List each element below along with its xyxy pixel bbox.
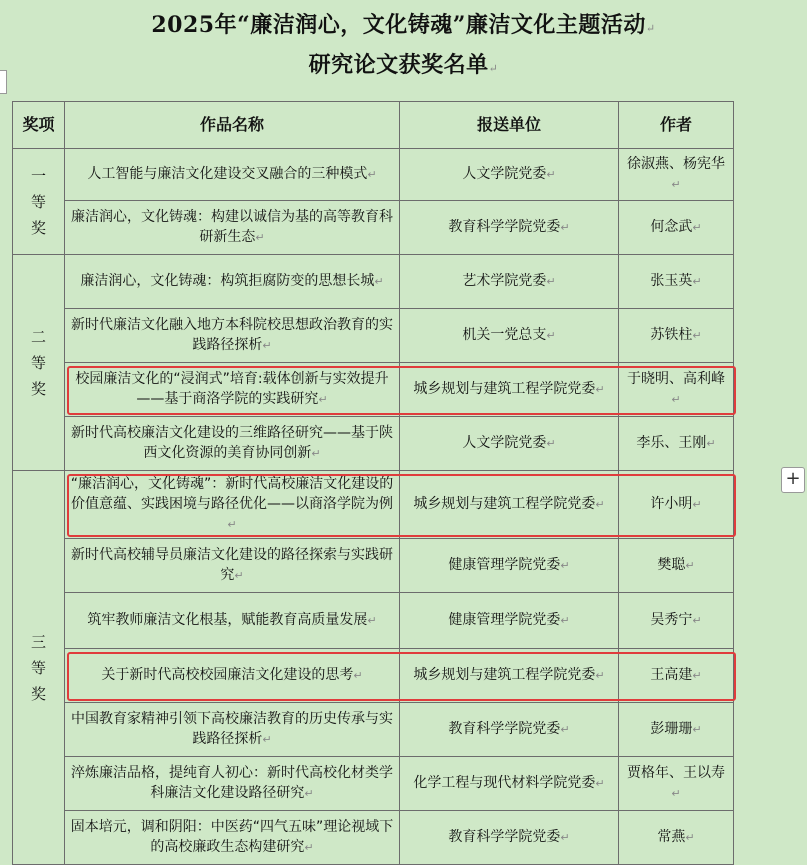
paragraph-mark-icon: ↵ bbox=[546, 168, 556, 181]
work-cell bbox=[65, 757, 400, 811]
table-row bbox=[13, 471, 734, 539]
unit-cell-text: 城乡规划与建筑工程学院党委 bbox=[413, 667, 596, 683]
author-cell bbox=[619, 757, 734, 811]
unit-cell-text: 城乡规划与建筑工程学院党委 bbox=[413, 381, 596, 397]
author-cell bbox=[619, 255, 734, 309]
paragraph-mark-icon: ↵ bbox=[671, 178, 681, 191]
work-cell bbox=[65, 149, 400, 201]
author-cell-text: 张玉英 bbox=[650, 273, 693, 289]
paragraph-mark-icon: ↵ bbox=[692, 614, 702, 627]
paragraph-mark-icon: ↵ bbox=[692, 221, 702, 234]
table-row bbox=[13, 363, 734, 417]
award-cell: 三等奖 bbox=[13, 471, 65, 865]
paragraph-mark-icon: ↵ bbox=[595, 498, 605, 511]
page-subtitle: 研究论文获奖名单↵ bbox=[308, 52, 499, 78]
unit-cell bbox=[400, 593, 619, 649]
paragraph-mark-icon: ↵ bbox=[353, 669, 363, 682]
paragraph-mark-icon: ↵ bbox=[595, 383, 605, 396]
unit-cell-text: 化学工程与现代材料学院党委 bbox=[413, 775, 596, 791]
work-cell-text: 廉洁润心，文化铸魂：构筑拒腐防变的思想长城 bbox=[80, 273, 375, 289]
author-cell bbox=[619, 363, 734, 417]
work-cell bbox=[65, 255, 400, 309]
paragraph-mark-icon: ↵ bbox=[255, 231, 265, 244]
unit-cell-text: 人文学院党委 bbox=[462, 166, 547, 182]
paragraph-mark-icon: ↵ bbox=[546, 437, 556, 450]
add-row-button[interactable] bbox=[781, 467, 805, 493]
paragraph-mark-icon: ↵ bbox=[692, 498, 702, 511]
author-cell bbox=[619, 703, 734, 757]
table-row bbox=[13, 417, 734, 471]
unit-cell bbox=[400, 811, 619, 865]
work-cell bbox=[65, 811, 400, 865]
work-cell-text: 淬炼廉洁品格，提纯育人初心：新时代高校化材类学科廉洁文化建设路径研究 bbox=[71, 765, 393, 801]
header-award: 奖项 bbox=[13, 102, 65, 149]
unit-cell bbox=[400, 309, 619, 363]
awards-table bbox=[12, 101, 734, 865]
paragraph-mark-icon: ↵ bbox=[318, 393, 328, 406]
author-cell bbox=[619, 471, 734, 539]
work-cell bbox=[65, 417, 400, 471]
author-cell bbox=[619, 417, 734, 471]
unit-cell-text: 人文学院党委 bbox=[462, 435, 547, 451]
unit-cell-text: 健康管理学院党委 bbox=[448, 557, 561, 573]
work-cell bbox=[65, 593, 400, 649]
work-cell-text: 新时代高校廉洁文化建设的三维路径研究——基于陕西文化资源的美育协同创新 bbox=[71, 425, 393, 461]
paragraph-mark-icon: ↵ bbox=[685, 559, 695, 572]
paragraph-mark-icon: ↵ bbox=[645, 22, 656, 35]
table-row bbox=[13, 703, 734, 757]
author-cell-text: 吴秀宁 bbox=[650, 612, 693, 628]
table-row bbox=[13, 593, 734, 649]
unit-cell bbox=[400, 417, 619, 471]
unit-cell bbox=[400, 757, 619, 811]
work-cell bbox=[65, 309, 400, 363]
author-cell-text: 李乐、王刚 bbox=[636, 435, 707, 451]
author-cell bbox=[619, 539, 734, 593]
work-cell-text: 新时代廉洁文化融入地方本科院校思想政治教育的实践路径探析 bbox=[71, 317, 393, 353]
work-cell-text: 中国教育家精神引领下高校廉洁教育的历史传承与实践路径探析 bbox=[71, 711, 393, 747]
unit-cell-text: 健康管理学院党委 bbox=[448, 612, 561, 628]
author-cell-text: 于晓明、高利峰 bbox=[627, 371, 725, 387]
header-unit: 报送单位 bbox=[400, 102, 619, 149]
paragraph-mark-icon: ↵ bbox=[692, 723, 702, 736]
table-header-row bbox=[13, 102, 734, 149]
unit-cell bbox=[400, 471, 619, 539]
unit-cell-text: 教育科学学院党委 bbox=[448, 829, 561, 845]
unit-cell-text: 艺术学院党委 bbox=[462, 273, 547, 289]
paragraph-mark-icon: ↵ bbox=[560, 831, 570, 844]
work-cell-text: 固本培元，调和阴阳：中医药“四气五味”理论视域下的高校廉政生态构建研究 bbox=[70, 819, 394, 855]
unit-cell bbox=[400, 649, 619, 703]
table-row bbox=[13, 539, 734, 593]
work-cell-text: 廉洁润心，文化铸魂：构建以诚信为基的高等教育科研新生态 bbox=[71, 209, 393, 245]
paragraph-mark-icon: ↵ bbox=[692, 275, 702, 288]
paragraph-mark-icon: ↵ bbox=[374, 275, 384, 288]
table-row bbox=[13, 757, 734, 811]
paragraph-mark-icon: ↵ bbox=[560, 723, 570, 736]
author-cell bbox=[619, 593, 734, 649]
author-cell-text: 何念武 bbox=[650, 219, 693, 235]
unit-cell-text: 机关一党总支 bbox=[462, 327, 547, 343]
unit-cell bbox=[400, 703, 619, 757]
author-cell bbox=[619, 309, 734, 363]
paragraph-mark-icon: ↵ bbox=[692, 329, 702, 342]
table-body bbox=[13, 149, 734, 865]
table-row bbox=[13, 201, 734, 255]
table-row bbox=[13, 255, 734, 309]
award-cell: 一等奖 bbox=[13, 149, 65, 255]
paragraph-mark-icon: ↵ bbox=[685, 831, 695, 844]
table-row bbox=[13, 149, 734, 201]
paragraph-mark-icon: ↵ bbox=[367, 614, 377, 627]
author-cell-text: 苏铁柱 bbox=[650, 327, 693, 343]
work-cell bbox=[65, 471, 400, 539]
paragraph-mark-icon: ↵ bbox=[706, 437, 716, 450]
author-cell-text: 贾格年、王以寿 bbox=[627, 765, 725, 781]
paragraph-mark-icon: ↵ bbox=[546, 329, 556, 342]
paragraph-mark-icon: ↵ bbox=[595, 777, 605, 790]
unit-cell-text: 教育科学学院党委 bbox=[448, 721, 561, 737]
paragraph-mark-icon: ↵ bbox=[262, 339, 272, 352]
paragraph-mark-icon: ↵ bbox=[671, 787, 681, 800]
work-cell bbox=[65, 649, 400, 703]
award-cell: 二等奖 bbox=[13, 255, 65, 471]
unit-cell bbox=[400, 149, 619, 201]
work-cell-text: 关于新时代高校校园廉洁文化建设的思考 bbox=[101, 667, 354, 683]
author-cell bbox=[619, 149, 734, 201]
author-cell bbox=[619, 201, 734, 255]
work-cell-text: 筑牢教师廉洁文化根基，赋能教育高质量发展 bbox=[87, 612, 368, 628]
work-cell bbox=[65, 703, 400, 757]
plus-icon: + bbox=[785, 468, 801, 489]
work-cell-text: 人工智能与廉洁文化建设交叉融合的三种模式 bbox=[87, 166, 368, 182]
author-cell-text: 王高建 bbox=[650, 667, 693, 683]
table-row bbox=[13, 309, 734, 363]
work-cell-text: 校园廉洁文化的“浸润式”培育:载体创新与实效提升——基于商洛学院的实践研究 bbox=[75, 371, 389, 407]
page-title: 2025年“廉洁润心，文化铸魂”廉洁文化主题活动↵ bbox=[151, 12, 656, 38]
author-cell-text: 彭珊珊 bbox=[650, 721, 693, 737]
header-author: 作者 bbox=[619, 102, 734, 149]
work-cell-text: “廉洁润心，文化铸魂”：新时代高校廉洁文化建设的价值意蕴、实践困境与路径优化——以商洛学院为例 bbox=[70, 476, 394, 512]
unit-cell-text: 教育科学学院党委 bbox=[448, 219, 561, 235]
paragraph-mark-icon: ↵ bbox=[671, 393, 681, 406]
unit-cell bbox=[400, 201, 619, 255]
author-cell-text: 许小明 bbox=[650, 496, 693, 512]
author-cell-text: 常燕 bbox=[657, 829, 686, 845]
paragraph-mark-icon: ↵ bbox=[488, 62, 499, 75]
paragraph-mark-icon: ↵ bbox=[367, 168, 377, 181]
paragraph-mark-icon: ↵ bbox=[595, 669, 605, 682]
work-cell bbox=[65, 201, 400, 255]
unit-cell bbox=[400, 255, 619, 309]
work-cell bbox=[65, 539, 400, 593]
paragraph-mark-icon: ↵ bbox=[560, 559, 570, 572]
author-cell bbox=[619, 649, 734, 703]
table-row bbox=[13, 649, 734, 703]
unit-cell-text: 城乡规划与建筑工程学院党委 bbox=[413, 496, 596, 512]
paragraph-mark-icon: ↵ bbox=[692, 669, 702, 682]
paragraph-mark-icon: ↵ bbox=[227, 518, 237, 531]
table-row bbox=[13, 811, 734, 865]
paragraph-mark-icon: ↵ bbox=[560, 221, 570, 234]
author-cell bbox=[619, 811, 734, 865]
paragraph-mark-icon: ↵ bbox=[304, 841, 314, 854]
work-cell bbox=[65, 363, 400, 417]
author-cell-text: 徐淑燕、杨宪华 bbox=[627, 156, 725, 172]
paragraph-mark-icon: ↵ bbox=[560, 614, 570, 627]
paragraph-mark-icon: ↵ bbox=[311, 447, 321, 460]
unit-cell bbox=[400, 539, 619, 593]
author-cell-text: 樊聪 bbox=[657, 557, 686, 573]
paragraph-mark-icon: ↵ bbox=[262, 733, 272, 746]
paragraph-mark-icon: ↵ bbox=[546, 275, 556, 288]
work-cell-text: 新时代高校辅导员廉洁文化建设的路径探索与实践研究 bbox=[71, 547, 393, 583]
paragraph-mark-icon: ↵ bbox=[304, 787, 314, 800]
unit-cell bbox=[400, 363, 619, 417]
paragraph-mark-icon: ↵ bbox=[234, 569, 244, 582]
header-work: 作品名称 bbox=[65, 102, 400, 149]
